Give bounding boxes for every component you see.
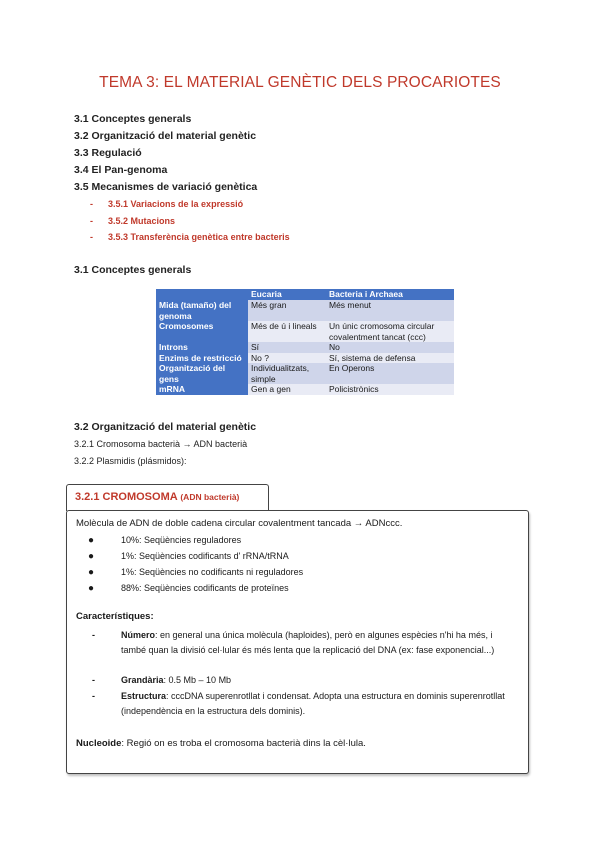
characteristic-item: - Estructura: cccDNA superenrotllat i condensat. Adopta una estructura en dominis superenrotllat (independència en la estructura dels dominis). — [92, 691, 505, 716]
table-row — [156, 321, 454, 342]
table-cell: Sí — [248, 342, 326, 353]
section-heading: 3.1 Conceptes generals — [74, 264, 192, 276]
dash-marker: - — [92, 675, 95, 685]
dash-marker: - — [90, 232, 93, 242]
row-label: Cromosomes — [156, 321, 248, 342]
table-cell: Més de ú i lineals — [248, 321, 326, 342]
table-row — [156, 342, 454, 353]
table-row — [156, 300, 454, 321]
dash-marker: - — [90, 215, 93, 226]
nucleoid-definition: Nucleoide: Regió on es troba el cromosoma bacterià dins la cèl·lula. — [76, 738, 366, 749]
box-tab-title: 3.2.1 CROMOSOMA (ADN bacterià) — [75, 491, 240, 503]
table-row — [156, 363, 454, 384]
table-of-contents — [74, 111, 290, 246]
table-cell: Gen a gen — [248, 384, 326, 395]
bullet-icon: ● — [88, 551, 95, 562]
toc-item: 3.5 Mecanismes de variació genètica — [74, 181, 258, 193]
row-label: Organització del gens — [156, 363, 248, 384]
section-heading: 3.2 Organització del material genètic — [74, 421, 257, 433]
table-cell: Individualitzats, simple — [248, 363, 326, 384]
toc-item: 3.1 Conceptes generals — [74, 113, 192, 125]
subsection-line: 3.2.2 Plasmidis (plásmidos): — [74, 456, 187, 466]
toc-item: 3.2 Organització del material genètic — [74, 130, 257, 142]
bullet-icon: ● — [88, 583, 95, 594]
dash-marker: - — [90, 199, 93, 209]
row-label: mRNA — [156, 384, 248, 395]
box-tab-subtitle: (ADN bacterià) — [180, 492, 240, 502]
table-cell: Policistrònics — [326, 384, 454, 395]
bullet-icon: ● — [88, 535, 95, 546]
table-row — [156, 353, 454, 364]
characteristic-item: - Grandària: 0.5 Mb – 10 Mb — [88, 673, 518, 688]
page-title: TEMA 3: EL MATERIAL GENÈTIC DELS PROCARIOTES — [99, 74, 501, 91]
characteristic-item: - Número: en general una única molècula (haploides), però en algunes espècies n'hi ha més, i també quan la divisió cel·lular és més lenta que la replicació del DNA (ex: fase exponencial...) — [92, 630, 495, 655]
characteristics-heading: Característiques: — [76, 611, 154, 622]
bullet-icon: ● — [88, 567, 95, 578]
row-label: Introns — [156, 342, 248, 353]
table-cell: Més gran — [248, 300, 326, 321]
table-cell: Més menut — [326, 300, 454, 321]
row-label: Enzims de restricció — [156, 353, 248, 364]
dash-marker: - — [92, 630, 95, 640]
toc-subitem: - 3.5.1 Variacions de la expressió — [74, 196, 290, 213]
table-header-cell: Eucaria — [248, 289, 326, 300]
table-cell: No ? — [248, 353, 326, 364]
toc-subitem: - 3.5.2 Mutacions — [74, 213, 290, 230]
row-label: Mida (tamaño) del genoma — [156, 300, 248, 321]
toc-subitem: - 3.5.3 Transferència genètica entre bacteris — [74, 229, 290, 246]
table-header-cell — [156, 289, 248, 300]
box-tab — [66, 484, 269, 511]
comparison-table — [156, 289, 454, 395]
content-box: Molècula de ADN de doble cadena circular covalentment tancada → ADNccc. ● 10%: Seqüències reguladores ● 1%: Seqüències codificants d' rRNA/tRNA ● 1%: Seqüències no codificants ni reguladores ● 88%: Seqüències codificants de proteïnes Característiques: - Número: en general una única molècula (haploides), però en algunes espècies n'hi ha més, i també quan la divisió cel·lular és més lenta que la replicació del DNA (ex: fase exponencial...) - Grandària: 0.5 Mb – 10 Mb - Estructura: cccDNA superenrotllat i condensat. Adopta una estructura en dominis superenrotllat (independència en la estructura dels dominis). Nucleoide: Regió on es troba el cromosoma bacterià dins la cèl·lula. — [66, 510, 529, 774]
table-header-row — [156, 289, 454, 300]
box-intro: Molècula de ADN de doble cadena circular covalentment tancada → ADNccc. — [76, 518, 403, 529]
dash-marker: - — [92, 691, 95, 701]
table-cell: Sí, sistema de defensa — [326, 353, 454, 364]
table-header-cell: Bacteria i Archaea — [326, 289, 454, 300]
toc-item: 3.3 Regulació — [74, 147, 142, 159]
table-cell: En Operons — [326, 363, 454, 384]
subsection-line: 3.2.1 Cromosoma bacterià → ADN bacterià — [74, 439, 248, 449]
table-row — [156, 384, 454, 395]
table-cell: No — [326, 342, 454, 353]
toc-item: 3.4 El Pan-genoma — [74, 164, 168, 176]
table-cell: Un únic cromosoma circular covalentment tancat (ccc) — [326, 321, 454, 342]
